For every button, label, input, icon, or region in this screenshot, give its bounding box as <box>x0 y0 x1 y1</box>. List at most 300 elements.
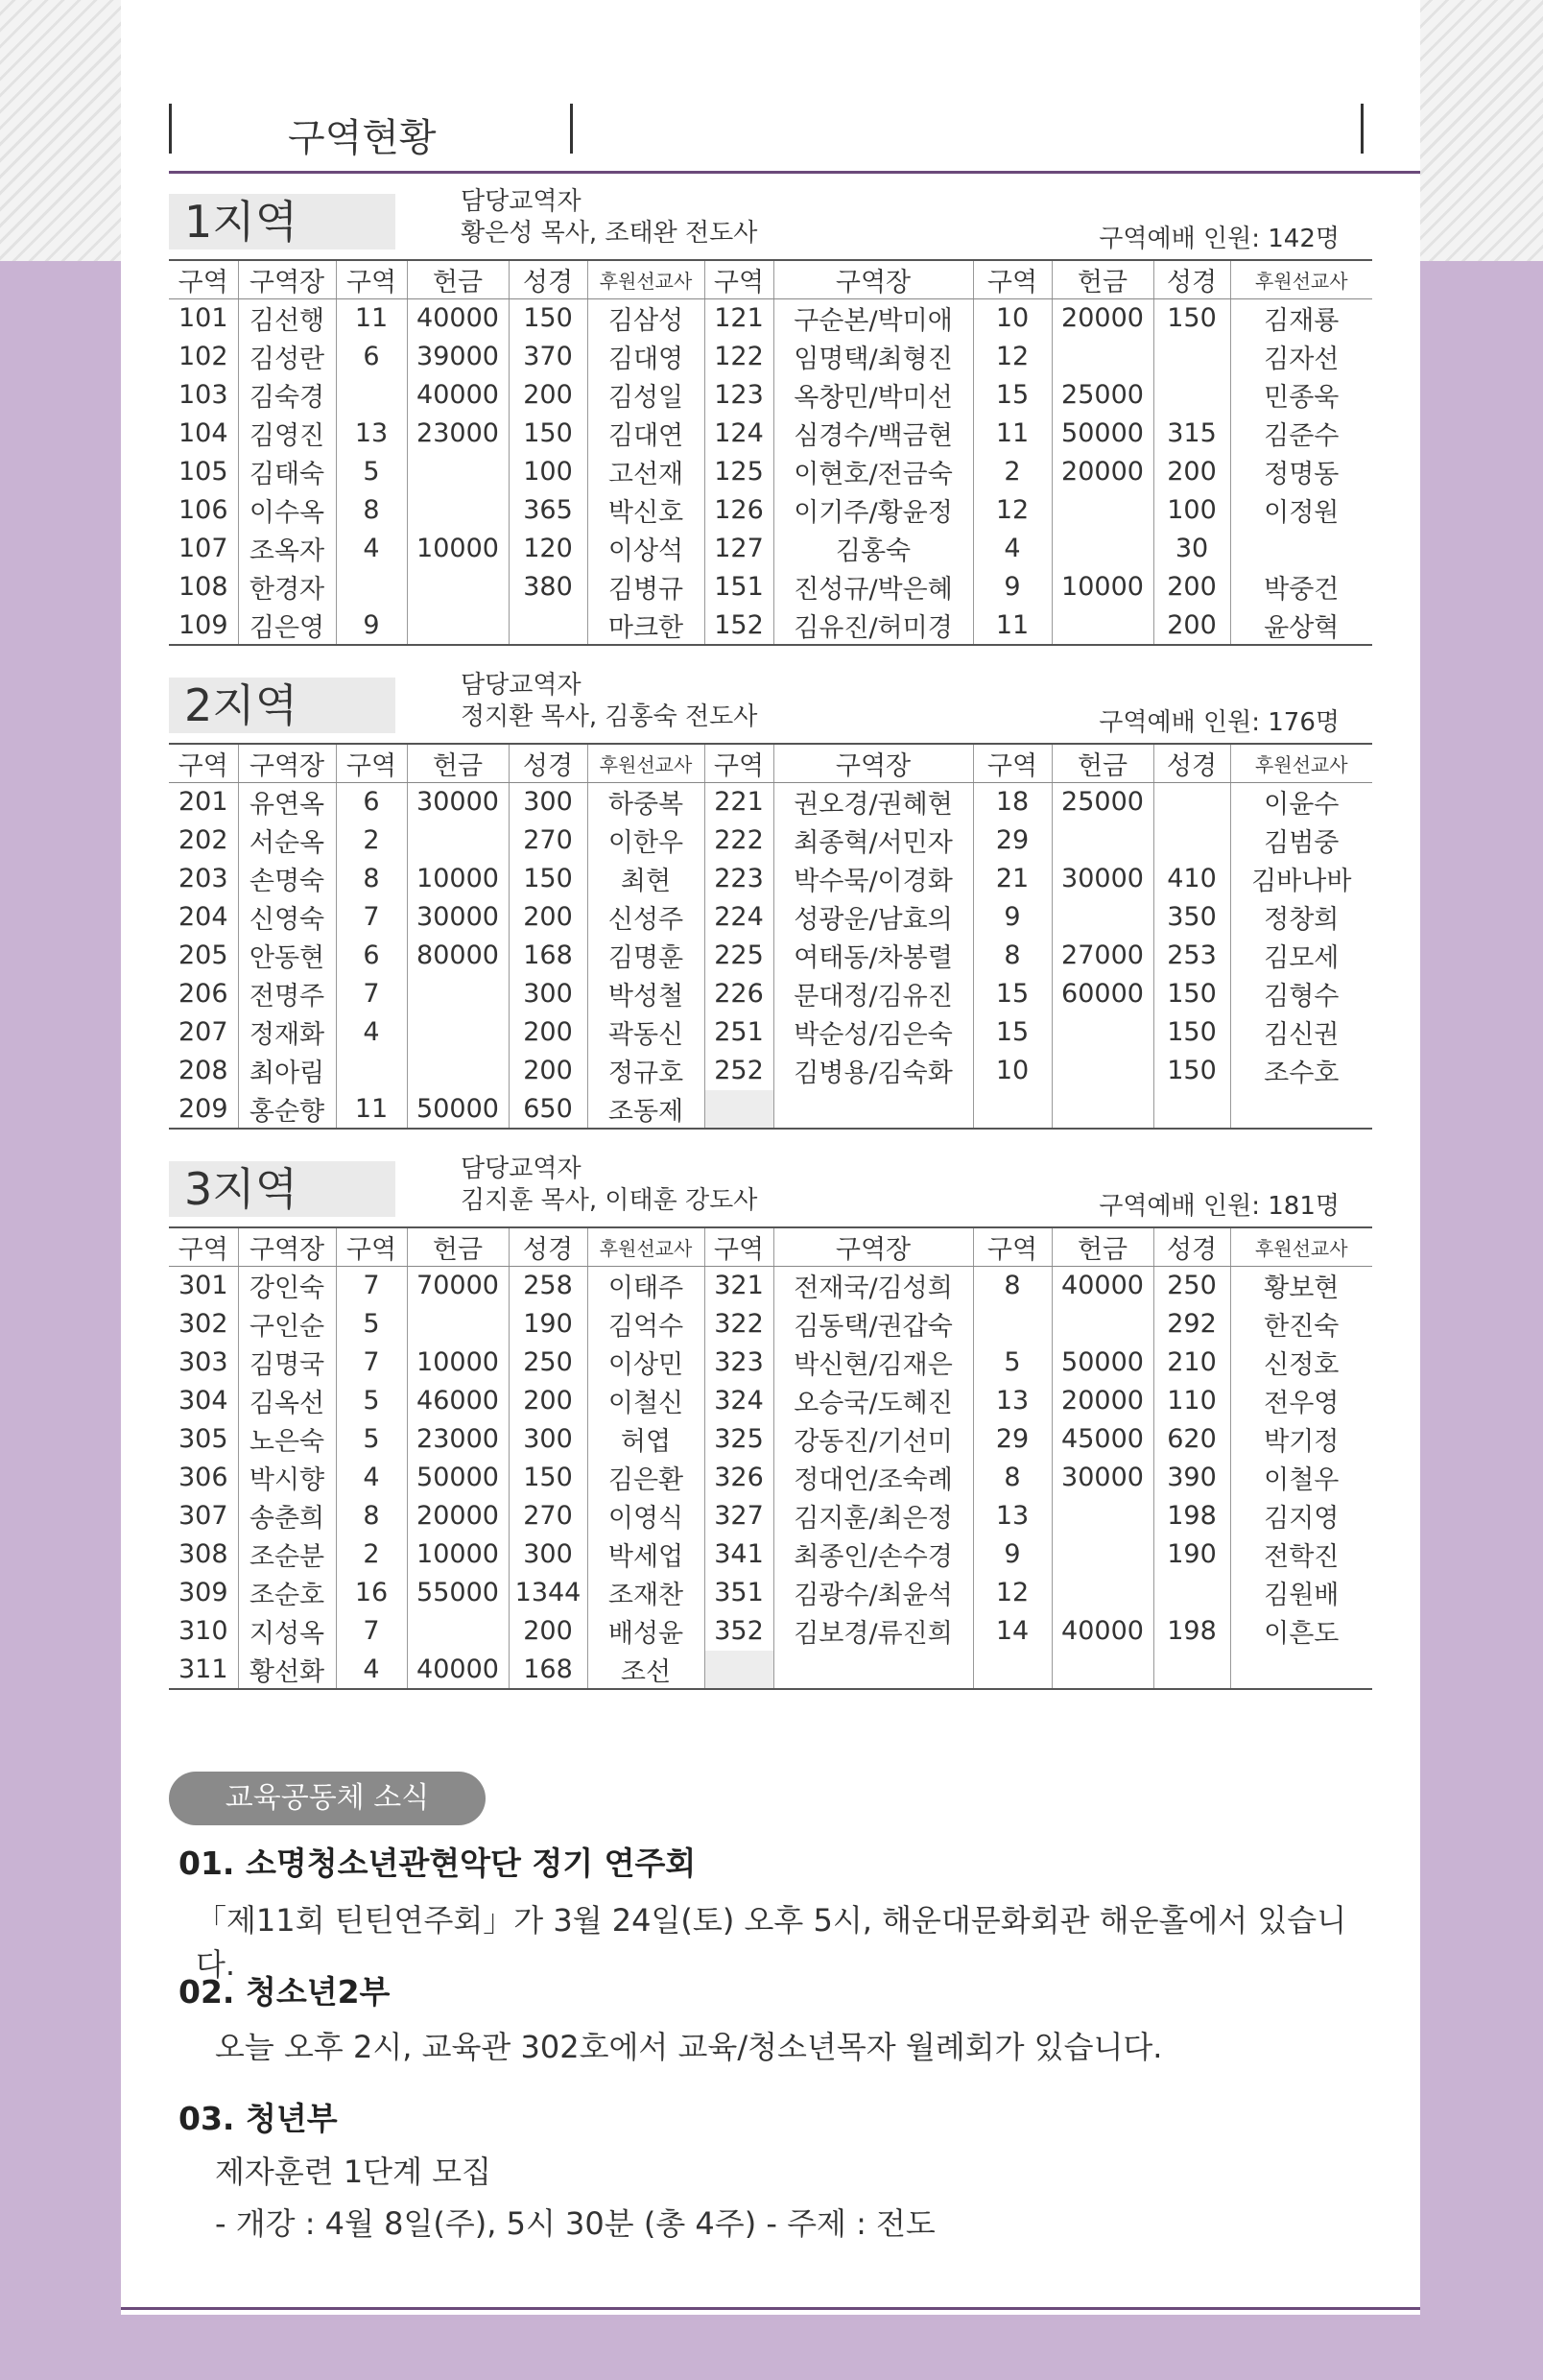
column-header: 헌금 <box>1052 1227 1153 1267</box>
table-cell: 40000 <box>1052 1267 1153 1305</box>
table-cell: 정재화 <box>238 1013 336 1052</box>
table-row <box>169 299 1372 338</box>
column-header: 구역 <box>336 744 407 783</box>
table-cell <box>1052 1052 1153 1090</box>
table-cell: 7 <box>336 898 407 937</box>
table-cell: 21 <box>973 860 1052 898</box>
table-cell: 이한우 <box>587 821 704 860</box>
table-cell: 7 <box>336 975 407 1013</box>
table-cell: 8 <box>973 937 1052 975</box>
table-cell <box>407 1305 509 1344</box>
table-cell <box>407 607 509 645</box>
page-title: 구역현황 <box>288 116 437 160</box>
table-cell: 구인순 <box>238 1305 336 1344</box>
table-cell <box>407 1612 509 1651</box>
table-cell <box>407 1052 509 1090</box>
table-cell: 8 <box>336 860 407 898</box>
table-cell: 8 <box>336 491 407 530</box>
table-cell: 여태동/차봉렬 <box>773 937 973 975</box>
table-cell: 전학진 <box>1264 1542 1340 1572</box>
table-cell: 2 <box>336 1535 407 1574</box>
table-cell: 252 <box>704 1052 773 1090</box>
table-cell: 20000 <box>1052 1382 1153 1420</box>
table-row <box>169 1013 1372 1052</box>
staff-names: 김지훈 목사, 이태훈 강도사 <box>461 1186 758 1215</box>
table-cell: 김신권 <box>1264 1020 1340 1050</box>
table-cell: 39000 <box>407 338 509 376</box>
column-header: 구역 <box>169 260 238 299</box>
column-header: 성경 <box>1153 1227 1230 1267</box>
table-cell <box>1153 1574 1230 1612</box>
table-cell: 223 <box>704 860 773 898</box>
table-cell: 20000 <box>407 1497 509 1535</box>
table-cell: 325 <box>704 1420 773 1459</box>
table-cell <box>1153 783 1230 821</box>
table-cell: 300 <box>509 1420 587 1459</box>
table-cell: 김은환 <box>587 1459 704 1497</box>
table-cell: 324 <box>704 1382 773 1420</box>
table-cell: 302 <box>169 1305 238 1344</box>
table-cell: 101 <box>169 299 238 338</box>
column-header: 헌금 <box>407 260 509 299</box>
table-cell: 200 <box>509 376 587 415</box>
table-cell: 고선재 <box>587 453 704 491</box>
table-cell: 전우영 <box>1264 1389 1340 1418</box>
table-cell: 10 <box>973 299 1052 338</box>
table-row <box>169 898 1372 937</box>
table-cell: 12 <box>973 338 1052 376</box>
table-cell: 300 <box>509 975 587 1013</box>
region-header <box>169 664 1372 743</box>
table-cell: 문대정/김유진 <box>773 975 973 1013</box>
column-header: 구역 <box>169 1227 238 1267</box>
table-cell <box>407 568 509 607</box>
table-cell: 2 <box>973 453 1052 491</box>
table-cell: 152 <box>704 607 773 645</box>
table-cell: 258 <box>509 1267 587 1305</box>
table-cell <box>1230 1651 1372 1689</box>
column-header: 구역 <box>973 260 1052 299</box>
table-cell <box>336 568 407 607</box>
table-cell: 253 <box>1153 937 1230 975</box>
table-header-row <box>169 260 1372 299</box>
table-cell: 신성주 <box>587 898 704 937</box>
table-cell: 10000 <box>407 1344 509 1382</box>
region-header <box>169 1148 1372 1226</box>
table-cell: 서순옥 <box>238 821 336 860</box>
table-cell <box>973 1305 1052 1344</box>
table-cell: 106 <box>169 491 238 530</box>
table-cell: 홍순향 <box>238 1090 336 1129</box>
column-header: 후원선교사 <box>587 260 704 299</box>
table-cell: 권오경/권혜현 <box>773 783 973 821</box>
table-cell: 배성윤 <box>587 1612 704 1651</box>
table-cell: 김성란 <box>238 338 336 376</box>
table-cell: 이상석 <box>587 530 704 568</box>
table-row <box>169 607 1372 645</box>
table-cell <box>1052 1305 1153 1344</box>
table-cell: 신정호 <box>1264 1350 1340 1380</box>
table-cell: 김범중 <box>1264 828 1340 858</box>
table-cell: 강인숙 <box>238 1267 336 1305</box>
table-cell: 7 <box>336 1612 407 1651</box>
table-row <box>169 975 1372 1013</box>
table-cell: 80000 <box>407 937 509 975</box>
table-cell: 김병규 <box>587 568 704 607</box>
table-cell: 168 <box>509 1651 587 1689</box>
table-row <box>169 1574 1372 1612</box>
table-cell: 이영식 <box>587 1497 704 1535</box>
table-cell: 107 <box>169 530 238 568</box>
table-cell: 200 <box>509 1382 587 1420</box>
table-cell: 김모세 <box>1264 943 1340 973</box>
table-cell: 김성일 <box>587 376 704 415</box>
table-cell <box>407 453 509 491</box>
district-table <box>169 259 1372 646</box>
column-header: 후원선교사 <box>587 1227 704 1267</box>
table-cell: 김홍숙 <box>773 530 973 568</box>
table-cell: 270 <box>509 1497 587 1535</box>
table-cell: 209 <box>169 1090 238 1129</box>
table-cell <box>407 491 509 530</box>
column-header: 성경 <box>1153 260 1230 299</box>
table-cell: 50000 <box>407 1459 509 1497</box>
table-cell: 이현호/전금숙 <box>773 453 973 491</box>
table-cell: 2 <box>336 821 407 860</box>
table-cell: 8 <box>973 1459 1052 1497</box>
table-cell: 강동진/기선미 <box>773 1420 973 1459</box>
table-cell: 마크한 <box>587 607 704 645</box>
region-header <box>169 180 1372 259</box>
table-cell: 207 <box>169 1013 238 1052</box>
table-cell: 190 <box>1153 1535 1230 1574</box>
table-cell: 13 <box>973 1497 1052 1535</box>
table-cell: 박중건 <box>1264 575 1340 605</box>
table-cell: 23000 <box>407 415 509 453</box>
table-cell: 심경수/백금현 <box>773 415 973 453</box>
table-cell: 박수묵/이경화 <box>773 860 973 898</box>
header-divider <box>169 104 172 154</box>
staff-names: 황은성 목사, 조태완 전도사 <box>461 219 758 248</box>
table-cell: 30000 <box>1052 860 1153 898</box>
table-cell: 9 <box>973 1535 1052 1574</box>
table-cell: 김명국 <box>238 1344 336 1382</box>
table-cell: 380 <box>509 568 587 607</box>
table-cell: 40000 <box>407 1651 509 1689</box>
table-cell: 김광수/최윤석 <box>773 1574 973 1612</box>
table-cell: 20000 <box>1052 453 1153 491</box>
column-header: 구역장 <box>238 260 336 299</box>
table-cell: 208 <box>169 1052 238 1090</box>
table-cell: 108 <box>169 568 238 607</box>
table-cell: 150 <box>509 1459 587 1497</box>
table-cell: 정명동 <box>1264 460 1340 489</box>
table-cell: 121 <box>704 299 773 338</box>
column-header: 구역 <box>169 744 238 783</box>
table-cell: 307 <box>169 1497 238 1535</box>
table-cell: 105 <box>169 453 238 491</box>
column-header: 구역 <box>973 744 1052 783</box>
table-cell: 40000 <box>407 376 509 415</box>
column-header: 구역 <box>704 260 773 299</box>
table-cell: 25000 <box>1052 783 1153 821</box>
table-cell: 200 <box>509 1013 587 1052</box>
table-cell: 8 <box>336 1497 407 1535</box>
table-cell: 40000 <box>1052 1612 1153 1651</box>
column-header: 구역 <box>973 1227 1052 1267</box>
table-row <box>169 1651 1372 1689</box>
table-cell: 이철신 <box>587 1382 704 1420</box>
table-cell: 124 <box>704 415 773 453</box>
staff-title: 담당교역자 <box>461 187 582 216</box>
table-cell: 7 <box>336 1344 407 1382</box>
table-cell: 202 <box>169 821 238 860</box>
table-cell: 조순분 <box>238 1535 336 1574</box>
table-cell: 이상민 <box>587 1344 704 1382</box>
table-row <box>169 1497 1372 1535</box>
table-cell <box>1052 1013 1153 1052</box>
table-cell: 14 <box>973 1612 1052 1651</box>
news-item-title: 02. 청소년2부 <box>178 1973 391 2011</box>
table-cell: 46000 <box>407 1382 509 1420</box>
table-cell: 하중복 <box>587 783 704 821</box>
table-cell: 김영진 <box>238 415 336 453</box>
table-cell: 110 <box>1153 1382 1230 1420</box>
table-cell: 9 <box>973 568 1052 607</box>
table-cell: 55000 <box>407 1574 509 1612</box>
table-cell: 200 <box>509 1612 587 1651</box>
table-cell: 70000 <box>407 1267 509 1305</box>
table-cell: 김병용/김숙화 <box>773 1052 973 1090</box>
table-row <box>169 338 1372 376</box>
table-cell <box>1052 821 1153 860</box>
table-cell: 300 <box>509 1535 587 1574</box>
table-cell: 15 <box>973 975 1052 1013</box>
table-cell <box>1230 1090 1372 1129</box>
table-cell <box>336 1052 407 1090</box>
table-cell: 303 <box>169 1344 238 1382</box>
table-cell: 322 <box>704 1305 773 1344</box>
table-cell: 1344 <box>509 1574 587 1612</box>
attendance-count: 구역예배 인원: 176명 <box>1099 708 1340 737</box>
table-cell: 박기정 <box>1264 1427 1340 1457</box>
table-cell: 민종욱 <box>1264 383 1340 413</box>
table-cell: 정규호 <box>587 1052 704 1090</box>
column-header: 구역 <box>336 1227 407 1267</box>
table-cell: 7 <box>336 1267 407 1305</box>
column-header: 구역장 <box>238 1227 336 1267</box>
table-cell: 206 <box>169 975 238 1013</box>
table-cell: 4 <box>336 1651 407 1689</box>
table-row <box>169 821 1372 860</box>
table-cell: 황보현 <box>1264 1273 1340 1304</box>
table-row <box>169 1090 1372 1129</box>
table-row <box>169 1344 1372 1382</box>
table-row <box>169 1420 1372 1459</box>
table-cell <box>1052 1574 1153 1612</box>
table-cell: 한경자 <box>238 568 336 607</box>
news-item-title: 03. 청년부 <box>178 2100 338 2137</box>
column-header: 구역 <box>704 1227 773 1267</box>
district-table <box>169 1226 1372 1690</box>
table-cell: 310 <box>169 1612 238 1651</box>
table-cell: 옥창민/박미선 <box>773 376 973 415</box>
table-cell: 4 <box>973 530 1052 568</box>
table-cell: 김옥선 <box>238 1382 336 1420</box>
table-cell: 620 <box>1153 1420 1230 1459</box>
table-cell: 198 <box>1153 1497 1230 1535</box>
staff-title: 담당교역자 <box>461 671 582 700</box>
column-header: 후원선교사 <box>587 744 704 783</box>
table-cell: 200 <box>509 1052 587 1090</box>
table-cell: 전명주 <box>238 975 336 1013</box>
table-cell <box>1153 821 1230 860</box>
table-row <box>169 1382 1372 1420</box>
table-cell: 225 <box>704 937 773 975</box>
table-cell: 김억수 <box>587 1305 704 1344</box>
table-cell: 251 <box>704 1013 773 1052</box>
table-cell: 김대영 <box>587 338 704 376</box>
table-cell: 205 <box>169 937 238 975</box>
table-cell: 10000 <box>407 530 509 568</box>
table-cell: 12 <box>973 491 1052 530</box>
table-cell <box>1153 1090 1230 1129</box>
table-cell: 250 <box>509 1344 587 1382</box>
table-cell: 송춘희 <box>238 1497 336 1535</box>
table-cell: 210 <box>1153 1344 1230 1382</box>
table-cell: 50000 <box>1052 1344 1153 1382</box>
table-cell <box>1052 1090 1153 1129</box>
table-cell: 최아림 <box>238 1052 336 1090</box>
table-cell: 9 <box>336 607 407 645</box>
table-cell: 30 <box>1153 530 1230 568</box>
news-item-text: 「제11회 틴틴연주회」가 3월 24일(토) 오후 5시, 해운대문화회관 해운홀에서 있습니다. <box>196 1902 1347 1983</box>
header-divider <box>1361 104 1364 154</box>
table-cell: 222 <box>704 821 773 860</box>
region-1 <box>169 180 1372 646</box>
table-cell: 이태주 <box>587 1267 704 1305</box>
table-cell: 341 <box>704 1535 773 1574</box>
table-row <box>169 415 1372 453</box>
table-cell: 6 <box>336 338 407 376</box>
table-cell: 370 <box>509 338 587 376</box>
table-cell: 김동택/권갑숙 <box>773 1305 973 1344</box>
table-cell: 박신호 <box>587 491 704 530</box>
column-header: 후원선교사 <box>1230 1227 1372 1267</box>
table-cell: 김지훈/최은정 <box>773 1497 973 1535</box>
table-cell: 200 <box>1153 607 1230 645</box>
table-row <box>169 491 1372 530</box>
table-cell <box>973 1090 1052 1129</box>
table-cell: 김원배 <box>1264 1581 1340 1610</box>
table-cell: 11 <box>973 607 1052 645</box>
table-cell: 4 <box>336 530 407 568</box>
column-header: 헌금 <box>1052 260 1153 299</box>
table-cell: 5 <box>336 1420 407 1459</box>
table-cell <box>973 1651 1052 1689</box>
table-row <box>169 1267 1372 1305</box>
table-cell: 200 <box>1153 453 1230 491</box>
table-cell: 김명훈 <box>587 937 704 975</box>
table-cell <box>1052 530 1153 568</box>
header-rule <box>169 171 1420 174</box>
table-cell: 150 <box>1153 1052 1230 1090</box>
table-header-row <box>169 1227 1372 1267</box>
news-item-text: - 개강 : 4월 8일(주), 5시 30분 (총 4주) - 주제 : 전도 <box>215 2205 936 2242</box>
table-cell: 오승국/도혜진 <box>773 1382 973 1420</box>
table-cell: 정대언/조숙례 <box>773 1459 973 1497</box>
table-cell: 390 <box>1153 1459 1230 1497</box>
table-cell: 150 <box>509 860 587 898</box>
table-cell: 410 <box>1153 860 1230 898</box>
table-cell: 204 <box>169 898 238 937</box>
table-cell: 29 <box>973 821 1052 860</box>
table-cell: 조동제 <box>587 1090 704 1129</box>
table-cell: 221 <box>704 783 773 821</box>
table-row <box>169 783 1372 821</box>
table-cell: 8 <box>973 1267 1052 1305</box>
table-cell: 지성옥 <box>238 1612 336 1651</box>
table-cell: 5 <box>336 1305 407 1344</box>
region-2 <box>169 664 1372 1130</box>
header-divider <box>570 104 573 154</box>
table-cell: 301 <box>169 1267 238 1305</box>
table-cell: 10000 <box>407 860 509 898</box>
table-cell: 151 <box>704 568 773 607</box>
table-cell <box>336 376 407 415</box>
column-header: 후원선교사 <box>1230 744 1372 783</box>
table-cell <box>1230 530 1372 568</box>
table-cell: 김숙경 <box>238 376 336 415</box>
table-cell: 120 <box>509 530 587 568</box>
table-cell: 168 <box>509 937 587 975</box>
table-cell: 정창희 <box>1264 905 1340 935</box>
table-cell: 315 <box>1153 415 1230 453</box>
region-label: 3지역 <box>169 1161 395 1217</box>
table-cell: 김보경/류진희 <box>773 1612 973 1651</box>
attendance-count: 구역예배 인원: 142명 <box>1099 225 1340 253</box>
table-cell: 9 <box>973 898 1052 937</box>
table-cell: 김재룡 <box>1264 306 1340 337</box>
table-cell: 이철우 <box>1264 1465 1340 1495</box>
column-header: 구역장 <box>773 260 973 299</box>
table-cell: 4 <box>336 1013 407 1052</box>
table-cell: 300 <box>509 783 587 821</box>
news-badge: 교육공동체 소식 <box>169 1772 486 1825</box>
table-cell: 30000 <box>407 783 509 821</box>
table-cell: 김삼성 <box>587 299 704 338</box>
table-cell: 351 <box>704 1574 773 1612</box>
table-cell: 150 <box>1153 299 1230 338</box>
table-cell: 200 <box>509 898 587 937</box>
table-cell: 27000 <box>1052 937 1153 975</box>
table-cell: 30000 <box>407 898 509 937</box>
table-cell: 허엽 <box>587 1420 704 1459</box>
column-header: 구역장 <box>238 744 336 783</box>
table-cell: 327 <box>704 1497 773 1535</box>
table-cell: 270 <box>509 821 587 860</box>
table-cell: 11 <box>973 415 1052 453</box>
table-cell <box>1052 338 1153 376</box>
table-cell: 김지영 <box>1264 1504 1340 1534</box>
table-cell: 김태숙 <box>238 453 336 491</box>
table-cell: 5 <box>973 1344 1052 1382</box>
column-header: 구역 <box>336 260 407 299</box>
table-cell: 안동현 <box>238 937 336 975</box>
table-cell: 308 <box>169 1535 238 1574</box>
table-cell: 11 <box>336 1090 407 1129</box>
staff-title: 담당교역자 <box>461 1154 582 1183</box>
